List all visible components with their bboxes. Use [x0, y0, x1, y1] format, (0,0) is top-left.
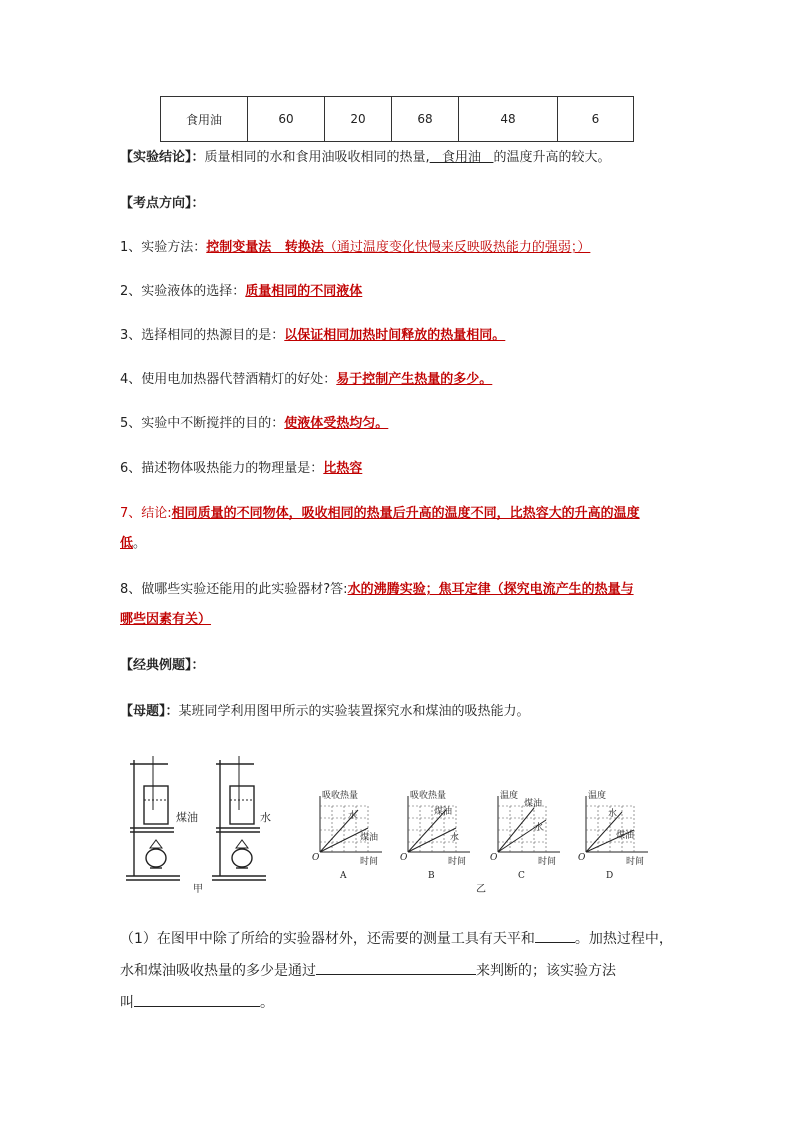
point-1: [120, 238, 590, 258]
graph-b: [400, 789, 470, 881]
graph-origin: O: [400, 853, 408, 863]
graph-ylabel: 吸收热量: [322, 791, 359, 801]
question-text: 来判断的；该实验方法: [476, 963, 616, 979]
table-cell: 20: [325, 97, 392, 142]
point-num: 4、使用电加热器代替酒精灯的好处：: [120, 372, 337, 387]
graph-xlabel: 时间: [538, 857, 557, 867]
caption-jia: 甲: [193, 884, 203, 895]
point-num: 8、做哪些实验还能用的此实验器材?答:: [120, 582, 348, 597]
graph-letter: A: [340, 871, 347, 881]
graph-series-label: 水: [534, 823, 544, 833]
graph-letter: B: [428, 871, 435, 881]
graph-c: [490, 789, 560, 881]
answer-blank-3[interactable]: [134, 992, 260, 1007]
graph-origin: O: [490, 853, 498, 863]
answer-blank-2[interactable]: [316, 960, 476, 975]
point-num: 7、结论:: [120, 506, 172, 521]
graph-xlabel: 时间: [360, 857, 379, 867]
graph-series-label: 水: [450, 833, 460, 843]
point-num: 6、描述物体吸热能力的物理量是：: [120, 461, 324, 476]
liquid-label-1: 煤油: [176, 811, 198, 824]
graph-d: [578, 789, 648, 881]
point-3: [120, 326, 505, 346]
graph-a: [312, 789, 382, 881]
liquid-label-2: 水: [260, 811, 271, 824]
point-end: 。: [133, 536, 147, 551]
graph-series-label: 煤油: [434, 807, 453, 817]
table-cell: 48: [459, 97, 558, 142]
point-7-cont: [120, 534, 146, 554]
question-text: 叫: [120, 995, 134, 1011]
point-num: 1、实验方法：: [120, 240, 207, 255]
graph-letter: D: [606, 871, 614, 881]
point-2: [120, 282, 362, 302]
graph-origin: O: [578, 853, 586, 863]
table-cell: 6: [558, 97, 634, 142]
question-line-2: [120, 960, 616, 981]
examples-title: 【经典例题】：: [120, 658, 205, 673]
point-answer: 低: [120, 536, 134, 551]
point-answer: 相同质量的不同物体，吸收相同的热量后升高的温度不同，比热容大的升高的温度: [171, 506, 640, 521]
point-8-cont: [120, 610, 211, 630]
point-answer: 控制变量法 转换法: [206, 240, 324, 255]
graph-series-label: 煤油: [616, 831, 635, 841]
points-title: 【考点方向】：: [120, 196, 205, 211]
point-8: [120, 580, 634, 600]
mother-label: 【母题】：: [120, 704, 179, 719]
question-line-3: [120, 992, 274, 1013]
point-num: 3、选择相同的热源目的是：: [120, 328, 285, 343]
point-5: [120, 414, 388, 434]
apparatus-water: [212, 756, 266, 880]
apparatus-kerosene: [126, 756, 180, 880]
graph-ylabel: 吸收热量: [410, 791, 447, 801]
point-answer: 质量相同的不同液体: [245, 284, 363, 299]
question-text: （1）在图甲中除了所给的实验器材外，还需要的测量工具有天平和: [120, 931, 535, 947]
question-text: 。: [260, 995, 274, 1011]
table-cell: 60: [248, 97, 325, 142]
caption-yi: 乙: [476, 884, 486, 895]
point-note: （通过温度变化快慢来反映吸热能力的强弱；）: [323, 240, 591, 255]
conclusion-answer: 食用油: [429, 150, 494, 165]
mother-text: 某班同学利用图甲所示的实验装置探究水和煤油的吸热能力。: [178, 704, 530, 719]
point-num: 2、实验液体的选择：: [120, 284, 246, 299]
conclusion-line: [120, 148, 610, 168]
point-answer: 易于控制产生热量的多少。: [336, 372, 493, 387]
graph-xlabel: 时间: [626, 857, 645, 867]
graph-letter: C: [518, 871, 525, 881]
table-cell: 食用油: [161, 97, 248, 142]
point-answer: 比热容: [323, 461, 363, 476]
point-4: [120, 370, 492, 390]
graph-series-label: 水: [608, 809, 618, 819]
point-answer: 哪些因素有关）: [120, 612, 212, 627]
point-num: 5、实验中不断搅拌的目的：: [120, 416, 285, 431]
graph-xlabel: 时间: [448, 857, 467, 867]
point-answer: 使液体受热均匀。: [284, 416, 389, 431]
table-cell: 68: [392, 97, 459, 142]
conclusion-post: 的温度升高的较大。: [493, 150, 611, 165]
data-table: [160, 96, 634, 142]
point-7: [120, 504, 640, 524]
point-6: [120, 459, 362, 479]
graph-ylabel: 温度: [500, 791, 519, 801]
point-answer: 以保证相同加热时间释放的热量相同。: [284, 328, 506, 343]
graph-series-label: 煤油: [360, 833, 379, 843]
graph-origin: O: [312, 853, 320, 863]
point-answer: 水的沸腾实验；焦耳定律（探究电流产生的热量与: [347, 582, 634, 597]
mother-question: [120, 702, 530, 722]
conclusion-label: 【实验结论】：: [120, 150, 205, 165]
answer-blank-1[interactable]: [535, 928, 575, 943]
question-text: 水和煤油吸收热量的多少是通过: [120, 963, 316, 979]
question-line-1: [120, 928, 673, 949]
conclusion-pre: 质量相同的水和食用油吸收相同的热量,: [204, 150, 430, 165]
table-row: [161, 97, 634, 142]
graph-ylabel: 温度: [588, 791, 607, 801]
graph-series-label: 煤油: [524, 799, 543, 809]
question-text: 。加热过程中，: [574, 931, 673, 947]
graph-series-label: 水: [348, 811, 358, 821]
experiment-figure: [120, 748, 680, 898]
